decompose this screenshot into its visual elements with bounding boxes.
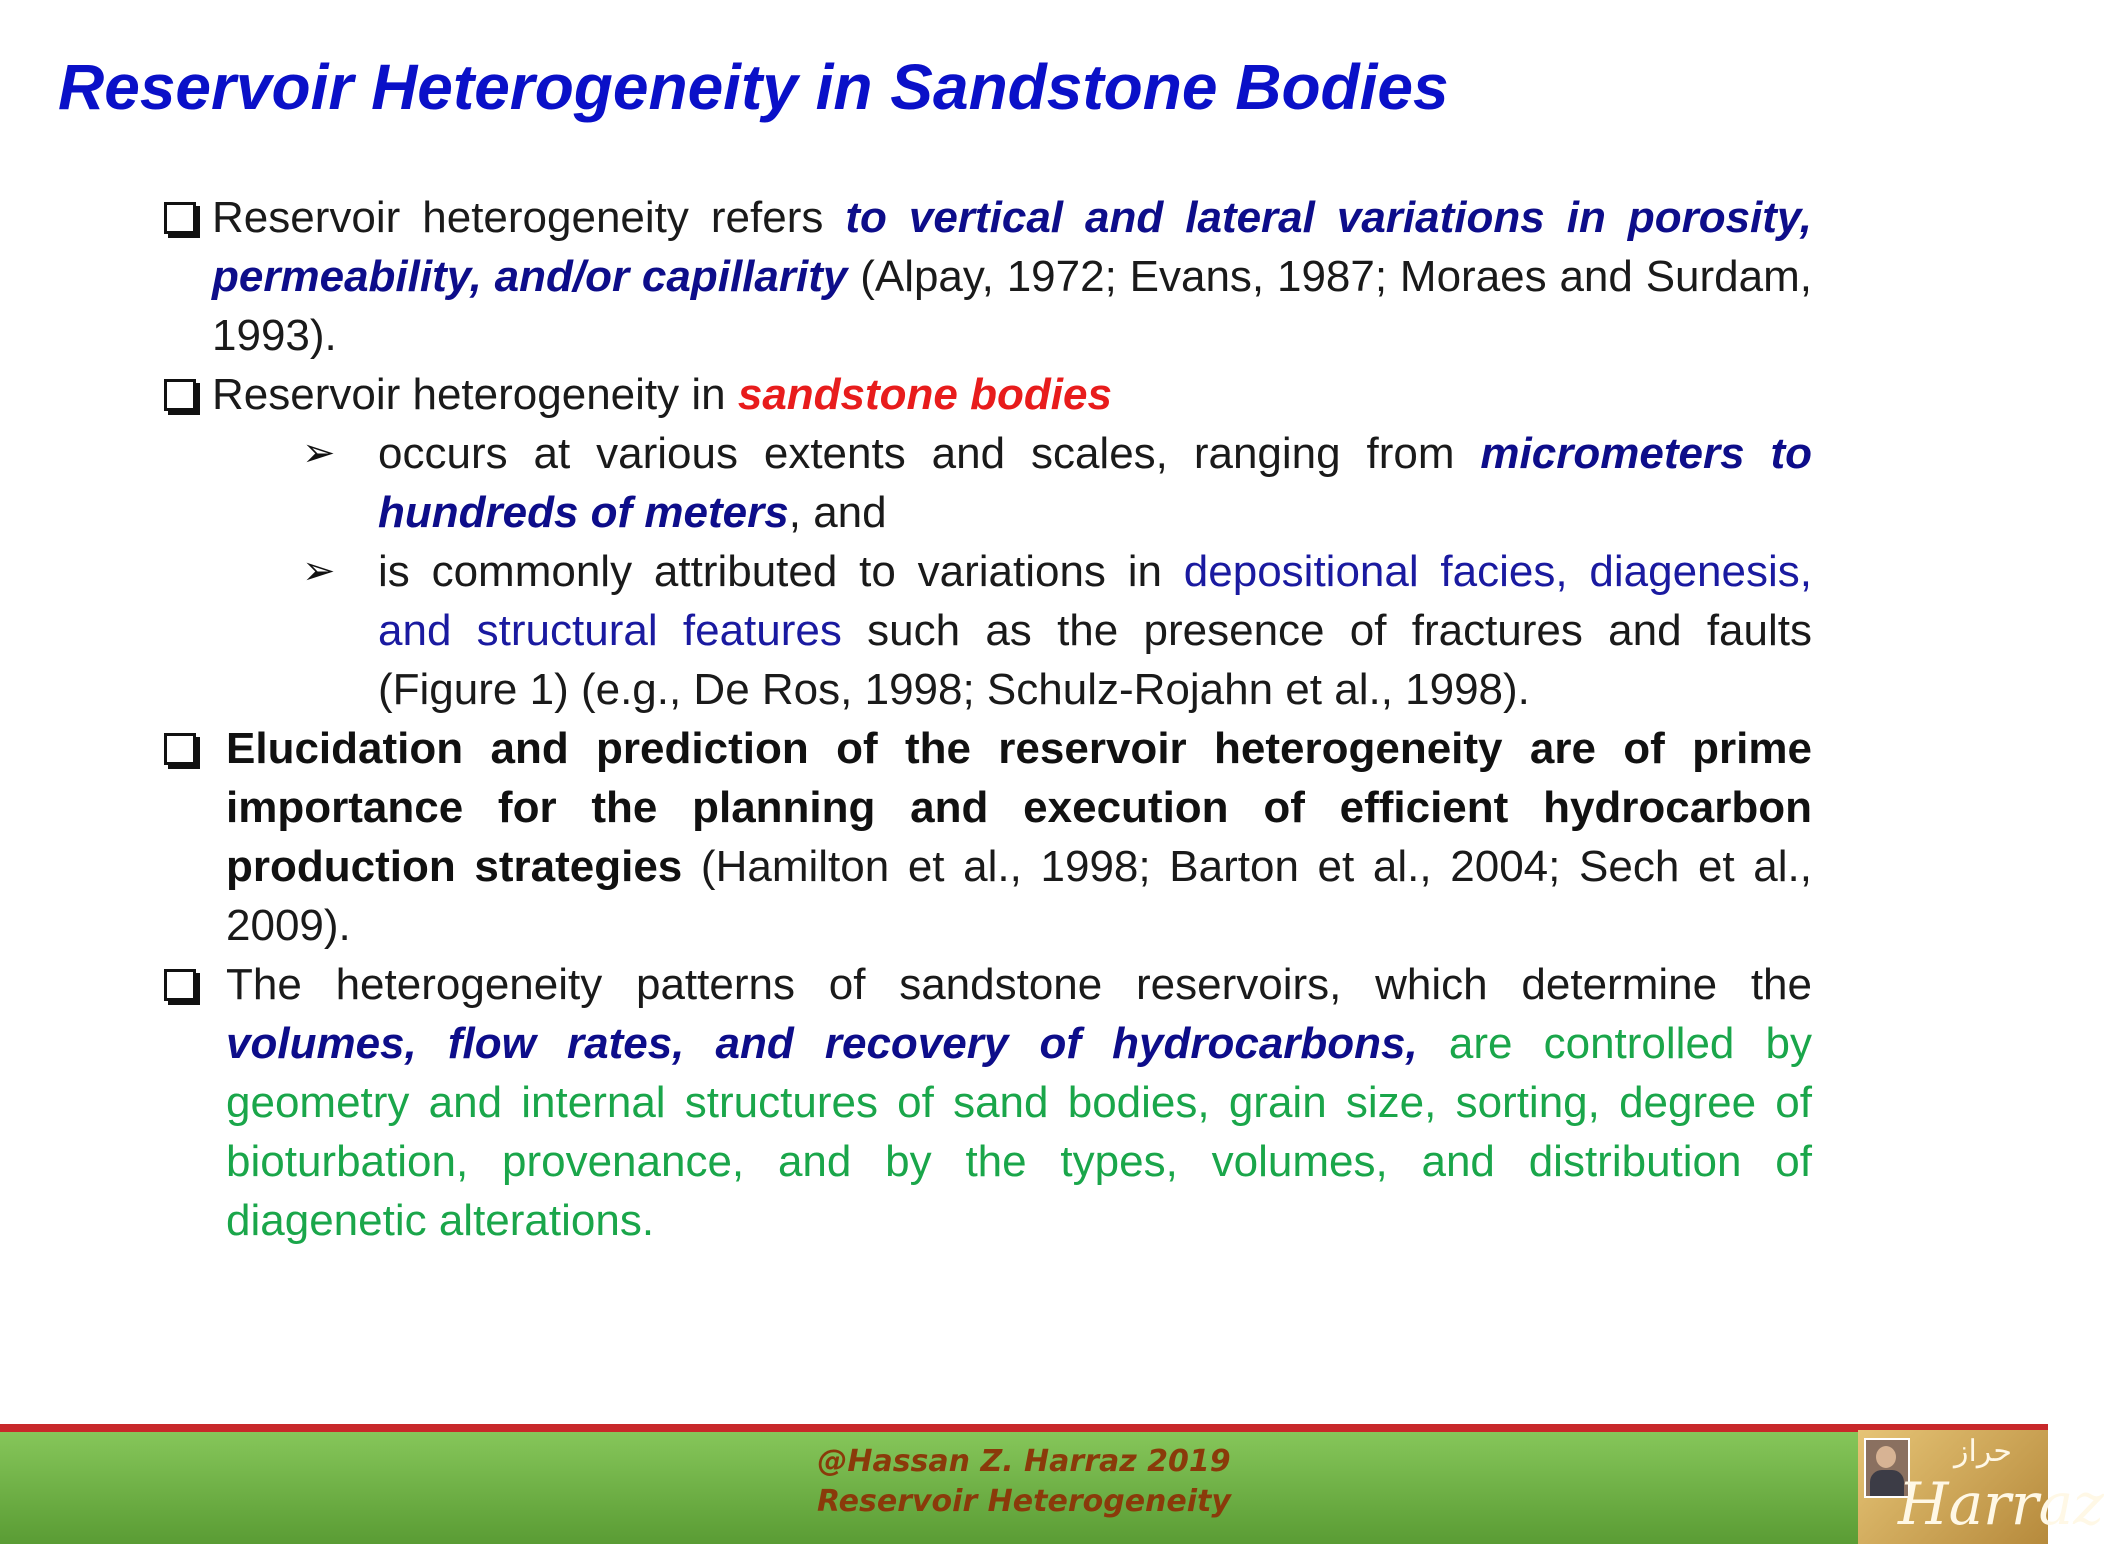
bullet-emphasis: sandstone bodies	[737, 370, 1112, 419]
author-logo	[1858, 1430, 2104, 1544]
hollow-square-bullet-icon	[164, 188, 196, 249]
arrowhead-bullet-icon: ➢	[302, 431, 336, 475]
sub-bullet-text-end: , and	[788, 488, 887, 537]
footer-topic: Reservoir Heterogeneity	[817, 1484, 1231, 1519]
sub-bullet-scales	[160, 424, 1812, 542]
bullet-definition	[160, 188, 1812, 365]
bullet-bold-text: Elucidation and prediction of the reservoir heterogeneity are of prime importance for the planning and execution of efficient hydrocarbon production strategies	[226, 724, 1812, 891]
bullet-text: The heterogeneity patterns of sandstone reservoirs, which determine the	[226, 960, 1812, 1009]
bullet-text: Reservoir heterogeneity refers	[212, 193, 846, 242]
sub-bullet-text: is commonly attributed to variations in	[378, 547, 1184, 596]
slide-title: Reservoir Heterogeneity in Sandstone Bodies	[58, 51, 1449, 123]
sub-bullet-attribution	[160, 542, 1812, 719]
slide-footer	[0, 1424, 2104, 1544]
bullet-sandstone	[160, 365, 1812, 424]
sub-bullet-emphasis: micrometers to hundreds of meters	[378, 429, 1812, 537]
bullet-emphasis: volumes, flow rates, and recovery of hydrocarbons,	[226, 1019, 1418, 1068]
sub-bullet-citation: such as the presence of fractures and faults (Figure 1) (e.g., De Ros, 1998; Schulz-Rojahn et al., 1998).	[378, 606, 1812, 714]
bullet-citation: (Hamilton et al., 1998; Barton et al., 2004; Sech et al., 2009).	[226, 842, 1812, 950]
footer-author: @Hassan Z. Harraz 2019	[817, 1444, 1231, 1479]
bullet-green-text: are controlled by geometry and internal structures of sand bodies, grain size, sorting, degree of bioturbation, provenance, and by the types, volumes, and distribution of diagenetic alterations.	[226, 1019, 1812, 1245]
slide-body	[160, 188, 1812, 1250]
hollow-square-bullet-icon	[164, 955, 196, 1016]
bullet-text: Reservoir heterogeneity in	[212, 370, 738, 419]
bullet-elucidation	[160, 719, 1812, 955]
arrowhead-bullet-icon: ➢	[302, 549, 336, 593]
sub-bullet-text: occurs at various extents and scales, ranging from	[378, 429, 1481, 478]
bullet-citation: (Alpay, 1972; Evans, 1987; Moraes and Surdam, 1993).	[212, 252, 1812, 360]
sub-bullet-highlight: depositional facies, diagenesis, and structural features	[378, 547, 1812, 655]
bullet-patterns	[160, 955, 1812, 1250]
logo-text: Harraz	[1898, 1470, 2104, 1538]
hollow-square-bullet-icon	[164, 365, 196, 426]
bullet-emphasis: to vertical and lateral variations in porosity, permeability, and/or capillarity	[212, 193, 1812, 301]
hollow-square-bullet-icon	[164, 719, 196, 780]
logo-arabic-text: حراز	[1954, 1434, 2012, 1469]
